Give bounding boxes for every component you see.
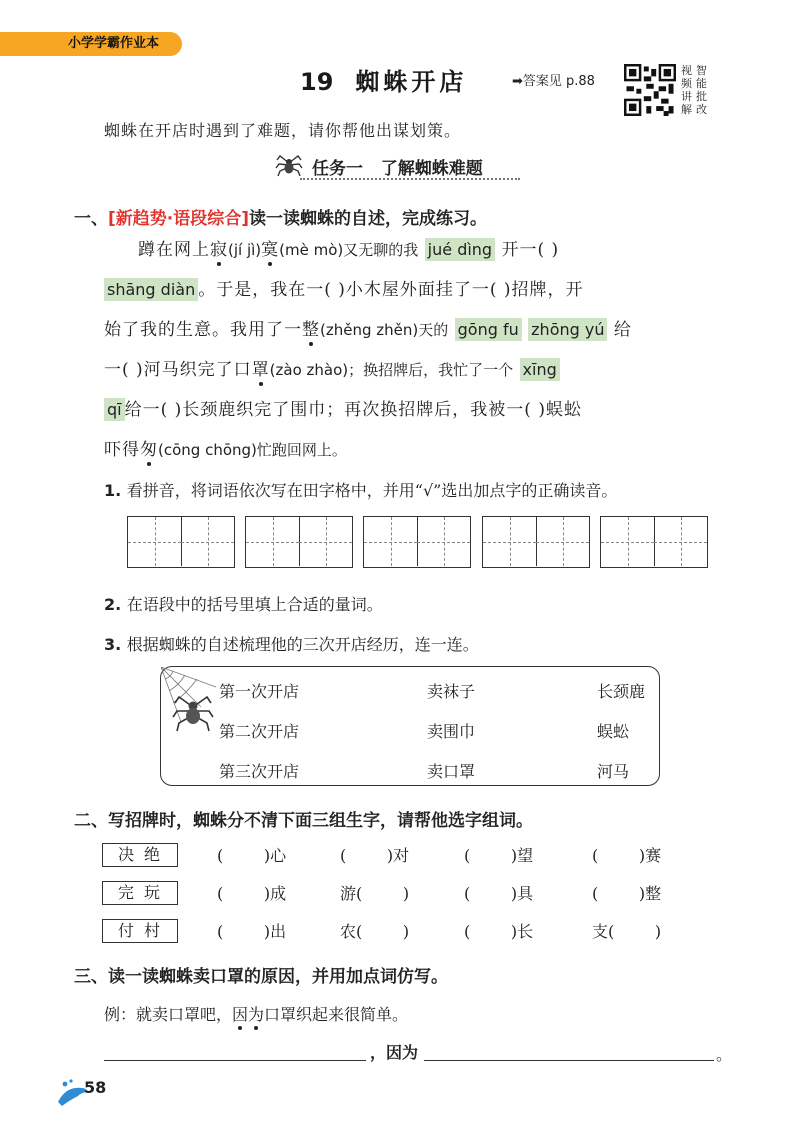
match-mid-3[interactable]: 卖口罩 bbox=[427, 762, 476, 781]
match-mid-1[interactable]: 卖袜子 bbox=[427, 682, 476, 701]
example-sentence: 例：就卖口罩吧，因为口罩织起来很简单。 bbox=[104, 1005, 409, 1024]
pinyin-gong-fu: gōng fu bbox=[455, 318, 522, 341]
because-text: ，因为 bbox=[370, 1043, 419, 1062]
writing-grid-4[interactable] bbox=[482, 516, 590, 568]
match-left-2[interactable]: 第二次开店 bbox=[219, 722, 300, 741]
writing-grid-3[interactable] bbox=[363, 516, 471, 568]
blank-2-1-4[interactable]: ( )赛 bbox=[592, 846, 662, 865]
passage-line-4: 一( )河马织完了口罩(zào zhào)；换招牌后，我忙了一个 xīng bbox=[104, 350, 744, 390]
new-trend-tag: [新趋势·语段综合] bbox=[108, 209, 249, 229]
question-3: 3. 根据蜘蛛的自述梳理他的三次开店经历，连一连。 bbox=[104, 635, 479, 654]
pinyin-qi: qī bbox=[104, 398, 125, 421]
char-pair-3: 付村 bbox=[102, 919, 178, 943]
match-left-3[interactable]: 第三次开店 bbox=[219, 762, 300, 781]
blank-2-1-1[interactable]: ( )心 bbox=[217, 846, 287, 865]
writing-grid-5[interactable] bbox=[600, 516, 708, 568]
series-tag: 小学学霸作业本 bbox=[0, 32, 182, 56]
passage-line-1: 蹲在网上寂(jí jì)寞(mè mò)又无聊的我 jué dìng 开一( ) bbox=[138, 240, 560, 260]
passage-line-3: 始了我的生意。我用了一整(zhěng zhěn)天的 gōng fu zhōng yú 给 bbox=[104, 320, 632, 340]
writing-grid-1[interactable] bbox=[127, 516, 235, 568]
blank-2-2-1[interactable]: ( )成 bbox=[217, 884, 287, 903]
pinyin-jue-ding: jué dìng bbox=[425, 238, 495, 261]
passage-line-5: qī 给一( )长颈鹿织完了围巾；再次换招牌后，我被一( )蜈蚣 bbox=[104, 390, 744, 430]
answer-reference: ➡答案见 p.88 bbox=[512, 74, 595, 89]
match-right-3[interactable]: 河马 bbox=[597, 762, 630, 781]
intro-text: 蜘蛛在开店时遇到了难题，请你帮他出谋划策。 bbox=[104, 121, 462, 140]
lesson-number: 19 bbox=[300, 68, 334, 96]
pinyin-shang-dian: shāng diàn bbox=[104, 278, 198, 301]
blank-2-3-2[interactable]: 农( ) bbox=[340, 922, 410, 941]
qr-code-icon[interactable] bbox=[624, 64, 676, 116]
blank-2-2-4[interactable]: ( )整 bbox=[592, 884, 662, 903]
section-2-heading: 二、写招牌时，蜘蛛分不清下面三组生字，请帮他选字组词。 bbox=[74, 811, 533, 831]
pinyin-xing: xīng bbox=[520, 358, 560, 381]
section-3-heading: 三、读一读蜘蛛卖口罩的原因，并用加点词仿写。 bbox=[74, 967, 448, 987]
page-number: 58 bbox=[84, 1078, 107, 1097]
matching-box bbox=[160, 666, 660, 786]
match-right-2[interactable]: 蜈蚣 bbox=[597, 722, 630, 741]
blank-measure-1[interactable]: 开一( ) bbox=[501, 240, 560, 260]
pinyin-zhong-yu: zhōng yú bbox=[528, 318, 607, 341]
blank-2-1-2[interactable]: ( )对 bbox=[340, 846, 410, 865]
lesson-title bbox=[300, 62, 467, 97]
writing-grid-2[interactable] bbox=[245, 516, 353, 568]
char-pair-1: 决绝 bbox=[102, 843, 178, 867]
match-left-1[interactable]: 第一次开店 bbox=[219, 682, 300, 701]
question-1: 1. 看拼音，将词语依次写在田字格中，并用“√”选出加点字的正确读音。 bbox=[104, 481, 618, 500]
task-heading: 任务一 了解蜘蛛难题 bbox=[270, 150, 520, 180]
lesson-name: 蜘蛛开店 bbox=[355, 68, 468, 96]
period-mark: 。 bbox=[716, 1045, 733, 1064]
answer-line-2[interactable] bbox=[424, 1060, 714, 1061]
answer-line-1[interactable] bbox=[104, 1060, 366, 1061]
passage-line-2: shāng diàn 。于是，我在一( )小木屋外面挂了一( )招牌，开 bbox=[104, 270, 744, 310]
passage bbox=[104, 230, 744, 470]
blank-2-3-3[interactable]: ( )长 bbox=[464, 922, 534, 941]
section-1-heading: 一、[新趋势·语段综合]读一读蜘蛛的自述，完成练习。 bbox=[74, 209, 487, 229]
blank-2-2-3[interactable]: ( )具 bbox=[464, 884, 534, 903]
blank-2-3-1[interactable]: ( )出 bbox=[217, 922, 287, 941]
question-2: 2. 在语段中的括号里填上合适的量词。 bbox=[104, 595, 383, 614]
spider-icon bbox=[274, 150, 304, 180]
blank-2-2-2[interactable]: 游( ) bbox=[340, 884, 410, 903]
match-right-1[interactable]: 长颈鹿 bbox=[597, 682, 646, 701]
match-mid-2[interactable]: 卖围巾 bbox=[427, 722, 476, 741]
blank-2-3-4[interactable]: 支( ) bbox=[592, 922, 662, 941]
char-pair-2: 完玩 bbox=[102, 881, 178, 905]
qr-side-label: 视 频 讲 解 智 能 批 改 bbox=[681, 64, 707, 116]
spider-icon bbox=[169, 687, 217, 735]
passage-line-6: 吓得匆(cōng chōng)忙跑回网上。 bbox=[104, 440, 347, 460]
blank-2-1-3[interactable]: ( )望 bbox=[464, 846, 534, 865]
